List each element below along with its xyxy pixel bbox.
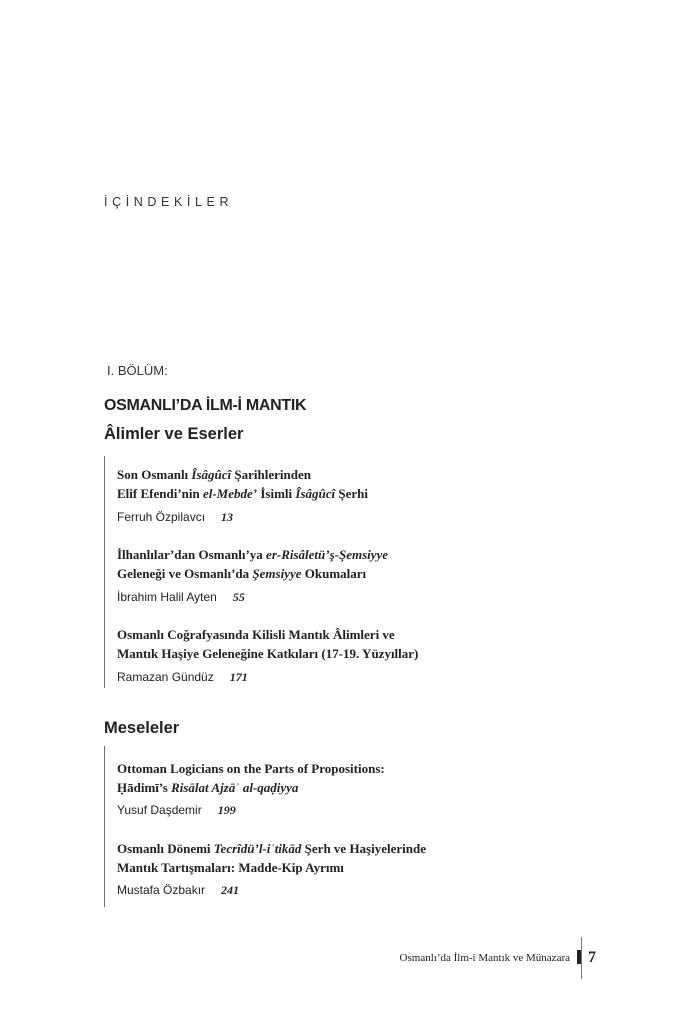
- section-title-meseleler: Meseleler: [104, 719, 180, 737]
- entry-page-number[interactable]: 55: [232, 590, 245, 604]
- title-italic-text: Îsâgûcî: [191, 467, 232, 482]
- title-text: İsimli: [257, 486, 296, 501]
- toc-entry-author-line: [117, 803, 236, 818]
- entry-author: Mustafa Özbakır: [117, 883, 206, 897]
- title-text: Ḥādimī’s: [117, 780, 172, 795]
- title-text: Okumaları: [301, 566, 367, 581]
- entry-author: Ramazan Gündüz: [117, 670, 214, 684]
- toc-entry-title[interactable]: [117, 545, 388, 583]
- title-italic-text: Îsâgûcî: [295, 486, 336, 501]
- toc-entry-author-line: [117, 590, 245, 605]
- title-italic-text: el-Mebde’: [202, 486, 258, 501]
- toc-entry-author-line: [117, 510, 233, 525]
- section-divider-line: [104, 746, 105, 907]
- title-text: Elif Efendi’nin: [117, 486, 203, 501]
- title-text: Şarihlerinden: [231, 467, 311, 482]
- toc-entry-title[interactable]: [117, 465, 368, 503]
- section-divider-line: [104, 456, 105, 688]
- page-number: 7: [588, 949, 596, 966]
- title-italic-text: Tecrîdü’l-iʿtikād: [213, 841, 302, 856]
- entry-author: Ferruh Özpilavcı: [117, 510, 206, 524]
- section-title-alimler: Âlimler ve Eserler: [104, 425, 244, 443]
- toc-entry-title[interactable]: [117, 625, 418, 663]
- entry-page-number[interactable]: 199: [217, 803, 236, 817]
- entry-author: Yusuf Daşdemir: [117, 803, 202, 817]
- footer-divider-line: [581, 937, 582, 979]
- title-text: Osmanlı Coğrafyasında Kilisli Mantık Âlimleri ve: [117, 627, 395, 642]
- toc-heading: İÇİNDEKİLER: [104, 195, 234, 209]
- entry-page-number[interactable]: 171: [229, 670, 248, 684]
- title-text: Ottoman Logicians on the Parts of Propositions:: [117, 761, 385, 776]
- part-label: I. BÖLÜM:: [107, 363, 168, 378]
- title-text: İlhanlılar’dan Osmanlı’ya: [117, 547, 267, 562]
- entry-author: İbrahim Halil Ayten: [117, 590, 217, 604]
- title-italic-text: Risālat Ajzāʾ al-qaḍiyya: [171, 780, 299, 795]
- entry-page-number[interactable]: 13: [221, 510, 234, 524]
- title-italic-text: Şemsiyye: [252, 566, 302, 581]
- footer-book-title: Osmanlı’da İlm-i Mantık ve Münazara: [399, 952, 570, 964]
- title-text: Şerhi: [335, 486, 369, 501]
- title-text: Şerh ve Haşiyelerinde: [301, 841, 426, 856]
- title-italic-text: er-Risâletü’ş-Şemsiyye: [266, 547, 389, 562]
- toc-entry-author-line: [117, 670, 248, 685]
- entry-page-number[interactable]: 241: [221, 883, 240, 897]
- toc-entry-title[interactable]: [117, 839, 426, 877]
- title-text: Geleneği ve Osmanlı’da: [117, 566, 253, 581]
- title-text: Osmanlı Dönemi: [117, 841, 214, 856]
- title-text: Mantık Tartışmaları: Madde-Kip Ayrımı: [117, 860, 344, 875]
- part-title: OSMANLI’DA İLM-İ MANTIK: [104, 397, 307, 414]
- title-text: Mantık Haşiye Geleneğine Katkıları (17-19. Yüzyıllar): [117, 646, 419, 661]
- toc-entry-author-line: [117, 883, 239, 898]
- title-text: Son Osmanlı: [117, 467, 192, 482]
- toc-entry-title[interactable]: [117, 759, 385, 797]
